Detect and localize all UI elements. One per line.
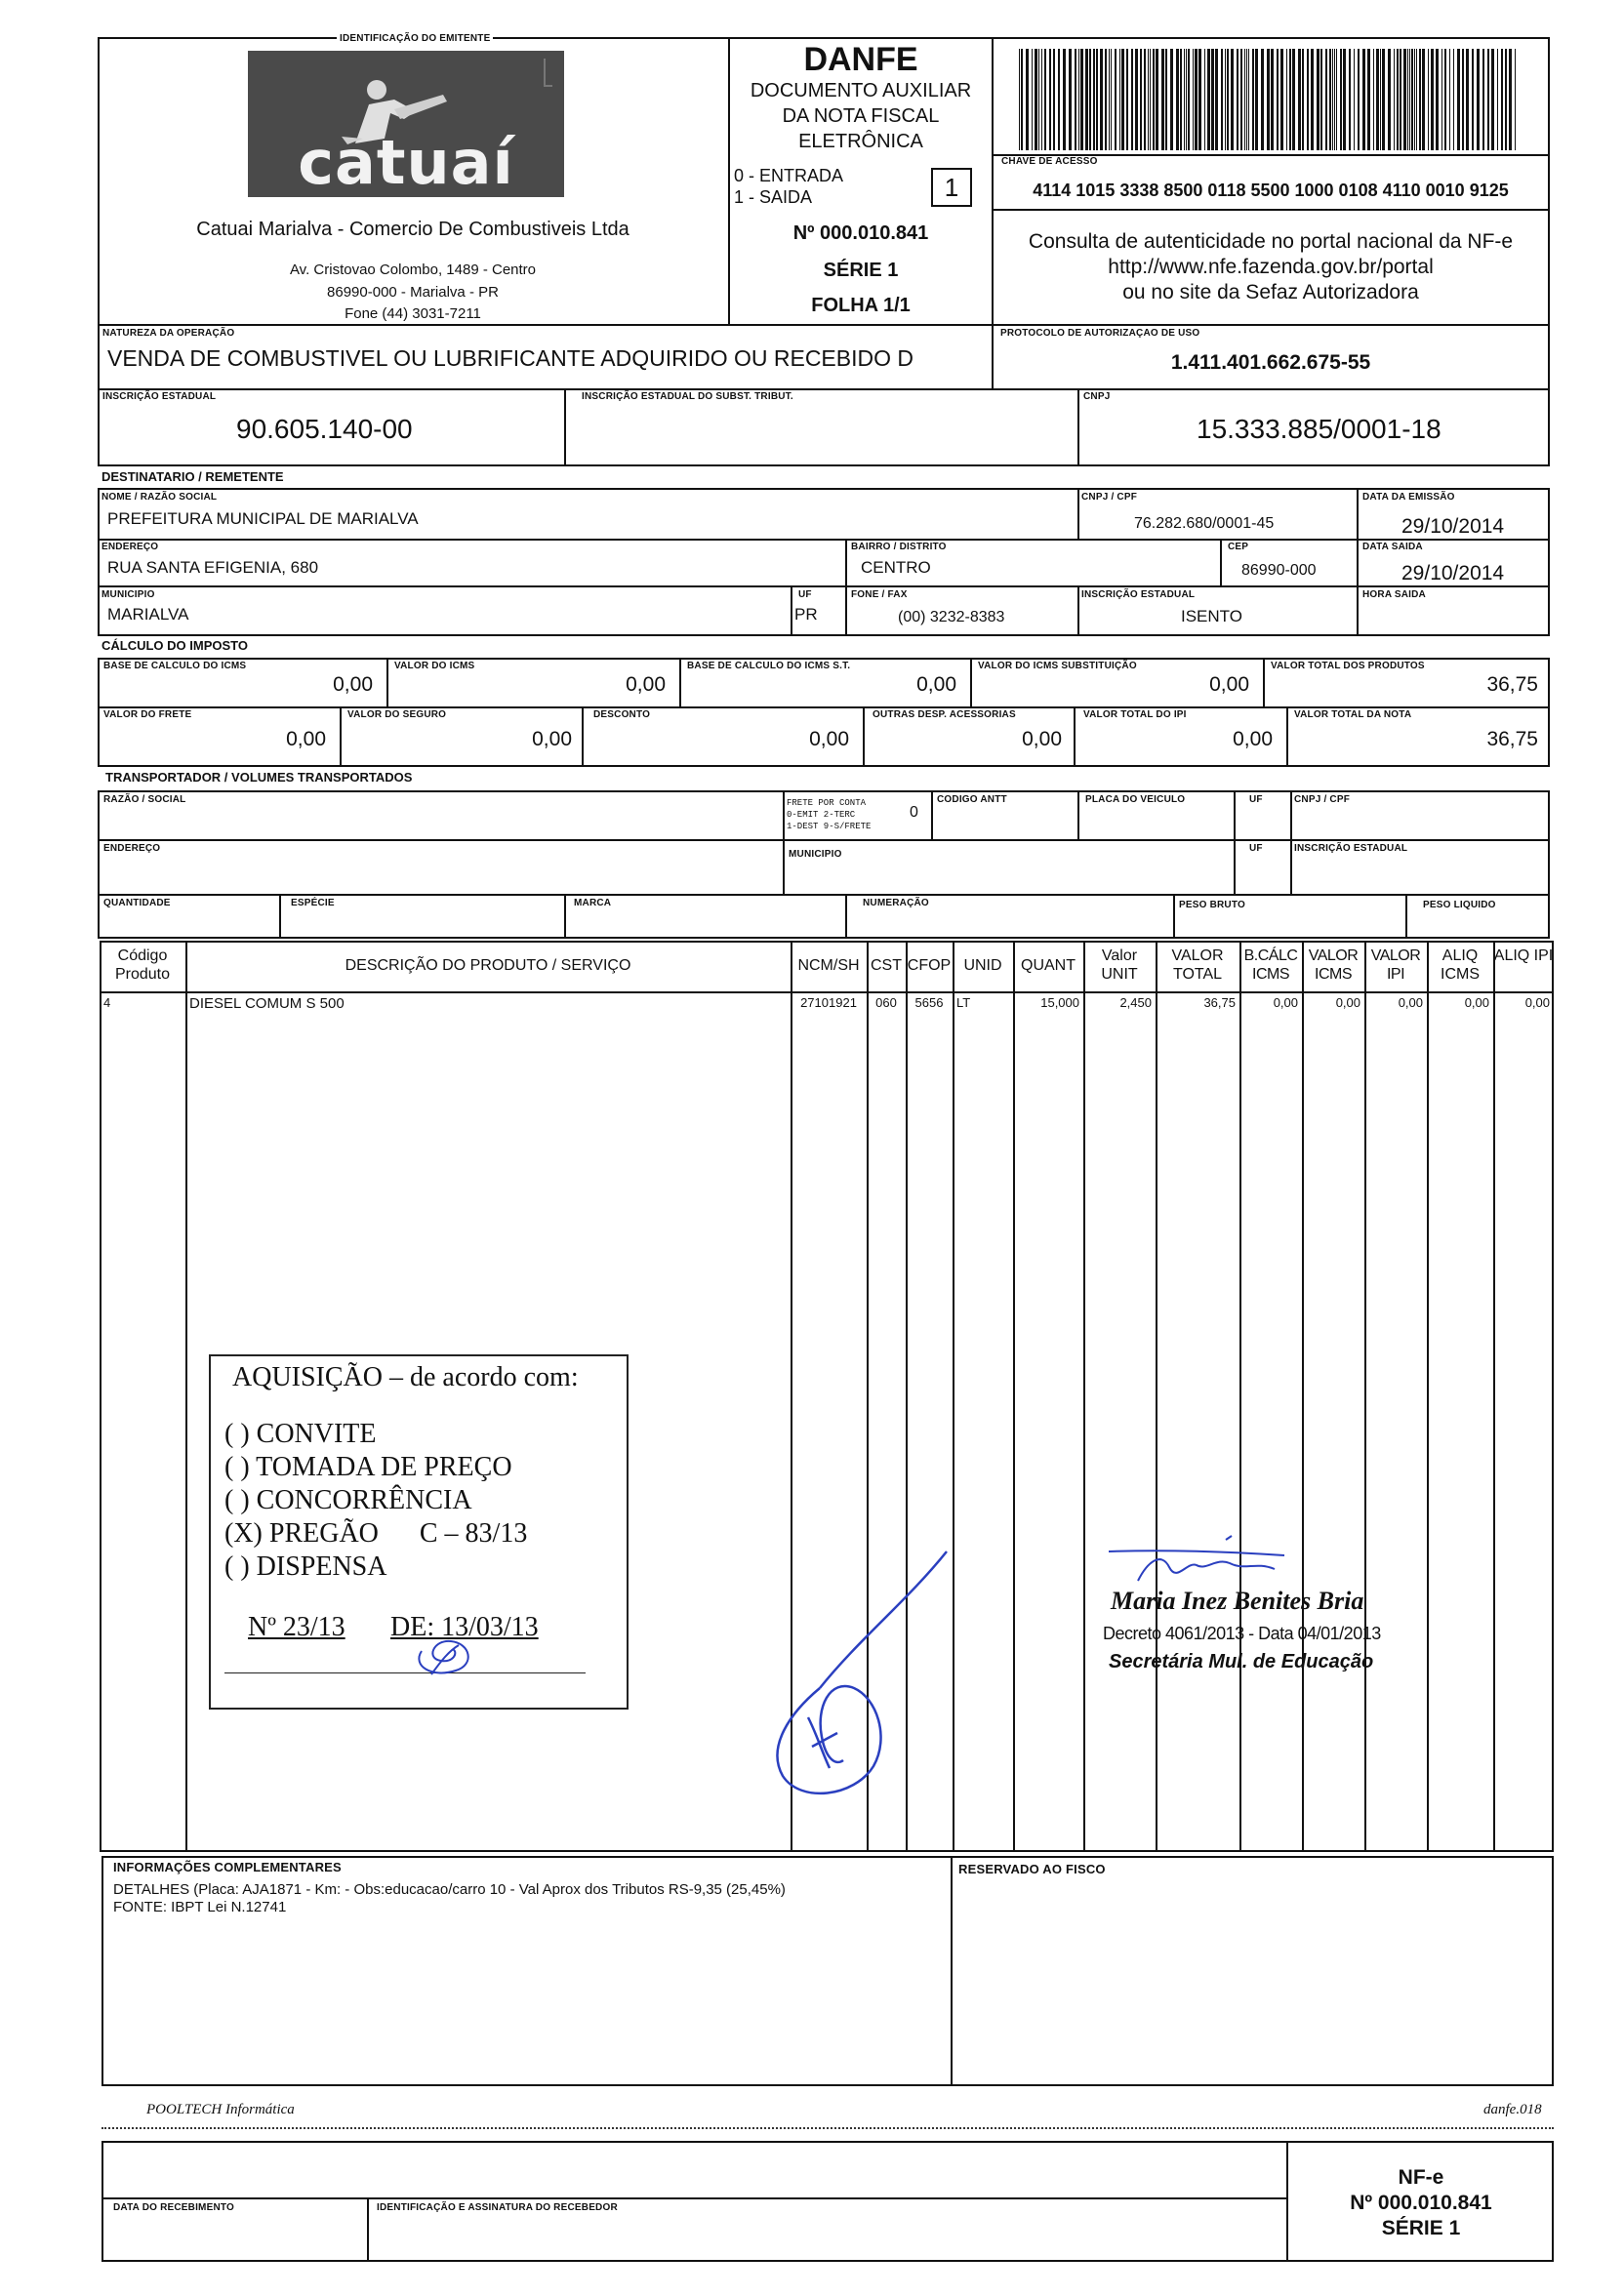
barcode-bar <box>1058 49 1060 150</box>
barcode-bar <box>1261 49 1264 150</box>
barcode-bar <box>1032 49 1033 150</box>
barcode-bar <box>1131 49 1133 150</box>
ipi-label: VALOR TOTAL DO IPI <box>1083 709 1187 720</box>
barcode-bar <box>1505 49 1507 150</box>
barcode-bar <box>1340 49 1342 150</box>
header-cfop: CFOP <box>907 957 952 974</box>
barcode-bar <box>1400 49 1401 150</box>
barcode-bar <box>1244 49 1245 150</box>
barcode-bar <box>1449 49 1450 150</box>
seguro-value: 0,00 <box>532 728 572 750</box>
barcode-bar <box>1332 49 1333 150</box>
barcode-bar <box>1358 49 1360 150</box>
transp-uf2-label: UF <box>1249 843 1263 854</box>
dest-hora-label: HORA SAIDA <box>1362 589 1426 600</box>
barcode-bar <box>1021 49 1023 150</box>
frete-value: 0,00 <box>286 728 326 750</box>
natureza-label: NATUREZA DA OPERAÇÃO <box>102 328 235 339</box>
transportador-section: TRANSPORTADOR / VOLUMES TRANSPORTADOS <box>105 770 413 785</box>
table-column-divider <box>1239 941 1241 1852</box>
barcode-bar <box>1038 49 1039 150</box>
imposto-section: CÁLCULO DO IMPOSTO <box>102 638 248 653</box>
barcode-bar <box>1320 49 1322 150</box>
barcode-bar <box>1215 49 1218 150</box>
emitente-label: IDENTIFICAÇÃO DO EMITENTE <box>337 33 493 44</box>
info-line1: DETALHES (Placa: AJA1871 - Km: - Obs:educacao/carro 10 - Val Aprox dos Tributos RS-9,35 (25,45%) <box>113 1881 786 1898</box>
ie-label: INSCRIÇÃO ESTADUAL <box>102 391 217 402</box>
outras-value: 0,00 <box>1022 728 1062 750</box>
consulta-line3: ou no site da Sefaz Autorizadora <box>1122 281 1419 303</box>
barcode-bar <box>1049 49 1051 150</box>
protocolo-label: PROTOCOLO DE AUTORIZAÇAO DE USO <box>1000 328 1200 339</box>
transp-endereco-label: ENDEREÇO <box>103 843 161 854</box>
dest-uf-label: UF <box>798 589 812 600</box>
barcode-bar <box>1453 49 1454 150</box>
cell-quant: 15,000 <box>1040 995 1079 1010</box>
info-line2: FONTE: IBPT Lei N.12741 <box>113 1899 287 1915</box>
cell-aliq-icms: 0,00 <box>1464 995 1489 1010</box>
header-descricao: DESCRIÇÃO DO PRODUTO / SERVIÇO <box>345 957 631 974</box>
table-column-divider <box>1083 941 1085 1852</box>
barcode-bar <box>1237 49 1238 150</box>
v-st-label: VALOR DO ICMS SUBSTITUIÇÃO <box>978 661 1137 671</box>
dest-municipio-label: MUNICIPIO <box>102 589 155 600</box>
header-unid: UNID <box>963 957 1002 974</box>
barcode-bar <box>1026 49 1029 150</box>
barcode-bar <box>1416 49 1417 150</box>
barcode-bar <box>1403 49 1406 150</box>
stamp-initials-signature <box>402 1631 490 1680</box>
v-prod-label: VALOR TOTAL DOS PRODUTOS <box>1271 661 1425 671</box>
dest-emissao-label: DATA DA EMISSÃO <box>1362 492 1455 503</box>
header-v-ipi: VALOR IPI <box>1370 947 1421 983</box>
canhoto-data-label: DATA DO RECEBIMENTO <box>113 2202 234 2213</box>
barcode-bar <box>1252 49 1254 150</box>
barcode-bar <box>1248 49 1249 150</box>
barcode-bar <box>1207 49 1210 150</box>
barcode-bar <box>1444 49 1446 150</box>
barcode-bar <box>1053 49 1055 150</box>
dest-cep: 86990-000 <box>1241 562 1317 579</box>
barcode-bar <box>1156 49 1158 150</box>
barcode-bar <box>1501 49 1503 150</box>
dest-emissao: 29/10/2014 <box>1401 515 1505 538</box>
cell-v-icms: 0,00 <box>1335 995 1360 1010</box>
header-aliq-icms: ALIQ ICMS <box>1441 947 1480 983</box>
barcode-bar <box>1292 49 1295 150</box>
emitente-name: Catuai Marialva - Comercio De Combustiveis Ltda <box>196 219 629 240</box>
barcode-bar <box>1487 49 1489 150</box>
barcode-bar <box>1441 49 1442 150</box>
barcode-bar <box>1019 49 1020 150</box>
barcode-bar <box>1362 49 1365 150</box>
dest-cep-label: CEP <box>1228 542 1249 552</box>
emitente-phone: Fone (44) 3031-7211 <box>345 305 481 322</box>
seguro-label: VALOR DO SEGURO <box>347 709 447 720</box>
bc-st-label: BASE DE CALCULO DO ICMS S.T. <box>687 661 851 671</box>
ie-st-label: INSCRIÇÃO ESTADUAL DO SUBST. TRIBUT. <box>582 391 793 402</box>
protocolo-value: 1.411.401.662.675-55 <box>1170 351 1371 374</box>
barcode-bar <box>1336 49 1337 150</box>
stamp-line2: ( ) TOMADA DE PREÇO <box>224 1452 512 1482</box>
barcode-bar <box>1186 49 1187 150</box>
canhoto-numero: Nº 000.010.841 <box>1350 2192 1492 2214</box>
company-logo <box>248 51 564 197</box>
barcode-bar <box>1119 49 1120 150</box>
barcode-bar <box>1419 49 1421 150</box>
canhoto-serie: SÉRIE 1 <box>1381 2217 1461 2239</box>
dest-endereco: RUA SANTA EFIGENIA, 680 <box>107 558 319 577</box>
official-signature-cargo: Secretária Mul. de Educação <box>1109 1651 1374 1672</box>
dest-nome-label: NOME / RAZÃO SOCIAL <box>102 492 218 503</box>
barcode-bar <box>1286 49 1287 150</box>
transp-frete-line3: 1-DEST 9-S/FRETE <box>787 822 872 831</box>
barcode-bar <box>1188 49 1190 150</box>
barcode-bar <box>1093 49 1095 150</box>
barcode-bar <box>1080 49 1083 150</box>
barcode-bar <box>1161 49 1164 150</box>
barcode-bar <box>1150 49 1151 150</box>
header-bc-icms: B.CÁLC ICMS <box>1243 947 1298 983</box>
barcode-bar <box>1075 49 1076 150</box>
cell-v-total: 36,75 <box>1203 995 1236 1010</box>
transp-frete-line2: 0-EMIT 2-TERC <box>787 810 856 820</box>
barcode-bar <box>1311 49 1314 150</box>
danfe-saida: 1 - SAIDA <box>734 187 813 207</box>
barcode-bar <box>1354 49 1355 150</box>
barcode-bar <box>1397 49 1399 150</box>
barcode-bar <box>1035 49 1037 150</box>
barcode-bar <box>1198 49 1201 150</box>
barcode-bar <box>1334 49 1335 150</box>
transp-razao-label: RAZÃO / SOCIAL <box>103 794 186 805</box>
transp-placa-label: PLACA DO VEICULO <box>1085 794 1186 805</box>
dest-cnpj: 76.282.680/0001-45 <box>1134 515 1275 532</box>
barcode-bar <box>1255 49 1258 150</box>
bc-icms-label: BASE DE CALCULO DO ICMS <box>103 661 247 671</box>
transp-municipio-label: MUNICIPIO <box>789 849 842 860</box>
desconto-value: 0,00 <box>809 728 849 750</box>
barcode-bar <box>1227 49 1229 150</box>
logo-text: catuaí <box>298 127 514 198</box>
table-column-divider <box>1013 941 1015 1852</box>
table-row <box>100 993 1554 1013</box>
stamp-title: AQUISIÇÃO – de acordo com: <box>232 1362 579 1392</box>
dest-nome: PREFEITURA MUNICIPAL DE MARIALVA <box>107 509 419 528</box>
barcode-bar <box>1044 49 1046 150</box>
dest-bairro-label: BAIRRO / DISTRITO <box>851 542 947 552</box>
cnpj-value: 15.333.885/0001-18 <box>1197 414 1441 444</box>
barcode-bar <box>1109 49 1110 150</box>
barcode-bar <box>1153 49 1155 150</box>
v-icms-label: VALOR DO ICMS <box>394 661 475 671</box>
barcode-icon <box>1017 49 1521 150</box>
software-credit: POOLTECH Informática <box>146 2102 295 2117</box>
barcode-bar <box>1148 49 1149 150</box>
barcode-bar <box>1407 49 1408 150</box>
barcode <box>1017 49 1521 150</box>
barcode-bar <box>1477 49 1480 150</box>
v-prod-value: 36,75 <box>1486 673 1538 696</box>
aquisicao-stamp <box>209 1354 629 1710</box>
barcode-bar <box>1135 49 1138 150</box>
header-quant: QUANT <box>1021 957 1076 974</box>
desconto-label: DESCONTO <box>593 709 651 720</box>
barcode-bar <box>1382 49 1385 150</box>
header-ncm: NCM/SH <box>797 957 860 974</box>
danfe-numero: Nº 000.010.841 <box>792 222 929 244</box>
barcode-bar <box>1307 49 1309 150</box>
ie-value: 90.605.140-00 <box>236 414 413 444</box>
stamp-line4: (X) PREGÃO C – 83/13 <box>224 1518 528 1549</box>
barcode-bar <box>1457 49 1460 150</box>
cell-bc-icms: 0,00 <box>1273 995 1298 1010</box>
barcode-bar <box>1078 49 1079 150</box>
danfe-subtitle2: DA NOTA FISCAL <box>782 105 940 127</box>
transp-cnpj-label: CNPJ / CPF <box>1294 794 1351 805</box>
header-cst: CST <box>871 957 902 974</box>
blue-signature <box>761 1542 956 1805</box>
dest-saida: 29/10/2014 <box>1401 562 1505 584</box>
barcode-bar <box>1100 49 1103 150</box>
barcode-bar <box>1089 49 1091 150</box>
table-column-divider <box>185 941 187 1852</box>
barcode-bar <box>1431 49 1434 150</box>
barcode-bar <box>1204 49 1205 150</box>
cell-cfop: 5656 <box>914 995 944 1010</box>
barcode-bar <box>1140 49 1142 150</box>
dest-fone: (00) 3232-8383 <box>898 609 1005 625</box>
transp-antt-label: CODIGO ANTT <box>937 794 1007 805</box>
barcode-bar <box>1246 49 1247 150</box>
consulta-line2: http://www.nfe.fazenda.gov.br/portal <box>1108 256 1434 278</box>
nota-value: 36,75 <box>1486 728 1538 750</box>
cell-unid: LT <box>956 995 971 1010</box>
barcode-bar <box>1409 49 1410 150</box>
barcode-bar <box>1497 49 1498 150</box>
barcode-bar <box>1482 49 1484 150</box>
emitente-city: 86990-000 - Marialva - PR <box>327 284 499 301</box>
barcode-bar <box>1515 49 1516 150</box>
barcode-bar <box>1376 49 1379 150</box>
barcode-bar <box>1231 49 1234 150</box>
official-signature-name: Maria Inez Benites Bria <box>1111 1587 1364 1615</box>
barcode-bar <box>1462 49 1464 150</box>
table-column-divider <box>1156 941 1157 1852</box>
barcode-bar <box>1176 49 1179 150</box>
canhoto-ident-label: IDENTIFICAÇÃO E ASSINATURA DO RECEBEDOR <box>377 2202 618 2213</box>
dest-municipio: MARIALVA <box>107 605 189 624</box>
barcode-bar <box>1211 49 1214 150</box>
table-column-divider <box>1427 941 1429 1852</box>
barcode-bar <box>1225 49 1226 150</box>
danfe-title: DANFE <box>803 41 918 78</box>
barcode-bar <box>1509 49 1512 150</box>
consulta-line1: Consulta de autenticidade no portal nacional da NF-e <box>1028 230 1514 253</box>
barcode-bar <box>1280 49 1283 150</box>
stamp-line5: ( ) DISPENSA <box>224 1551 387 1582</box>
cell-descricao: DIESEL COMUM S 500 <box>189 995 345 1012</box>
dest-ie: ISENTO <box>1181 607 1242 625</box>
transp-marca-label: MARCA <box>574 898 612 908</box>
transp-numeracao-label: NUMERAÇÃO <box>863 898 929 908</box>
ipi-value: 0,00 <box>1233 728 1273 750</box>
header-codigo: Código Produto <box>114 947 171 983</box>
transp-frete-value: 0 <box>910 804 918 821</box>
emitente-address: Av. Cristovao Colombo, 1489 - Centro <box>289 262 537 278</box>
barcode-bar <box>1240 49 1242 150</box>
bc-st-value: 0,00 <box>916 673 956 696</box>
cnpj-label: CNPJ <box>1083 391 1111 402</box>
danfe-serie: SÉRIE 1 <box>823 260 899 281</box>
transp-frete-line1: FRETE POR CONTA <box>787 798 867 808</box>
barcode-bar <box>1195 49 1198 150</box>
header-v-total: VALOR TOTAL <box>1171 947 1224 983</box>
barcode-bar <box>1302 49 1304 150</box>
transp-qtd-label: QUANTIDADE <box>103 898 171 908</box>
destinatario-section: DESTINATARIO / REMETENTE <box>102 469 284 484</box>
danfe-subtitle3: ELETRÔNICA <box>798 131 923 152</box>
dest-ie-label: INSCRIÇÃO ESTADUAL <box>1081 589 1196 600</box>
transp-ie-label: INSCRIÇÃO ESTADUAL <box>1294 843 1408 854</box>
barcode-bar <box>1388 49 1391 150</box>
barcode-bar <box>1466 49 1469 150</box>
header-v-unit: Valor UNIT <box>1101 947 1138 983</box>
fisco-label: RESERVADO AO FISCO <box>958 1862 1106 1876</box>
barcode-bar <box>1343 49 1346 150</box>
barcode-bar <box>1180 49 1182 150</box>
barcode-bar <box>1063 49 1066 150</box>
transp-bruto-label: PESO BRUTO <box>1179 900 1245 910</box>
dest-endereco-label: ENDEREÇO <box>102 542 159 552</box>
dest-bairro: CENTRO <box>861 558 931 577</box>
barcode-bar <box>1096 49 1098 150</box>
transp-uf-label: UF <box>1249 794 1263 805</box>
table-column-divider <box>1364 941 1366 1852</box>
cell-v-ipi: 0,00 <box>1398 995 1423 1010</box>
barcode-bar <box>1170 49 1173 150</box>
barcode-bar <box>1428 49 1429 150</box>
form-code: danfe.018 <box>1483 2102 1542 2117</box>
cell-cst: 060 <box>875 995 897 1010</box>
barcode-bar <box>1325 49 1327 150</box>
danfe-folha: FOLHA 1/1 <box>811 295 911 316</box>
header-v-icms: VALOR ICMS <box>1308 947 1359 983</box>
barcode-bar <box>1317 49 1320 150</box>
barcode-bar <box>1085 49 1088 150</box>
v-icms-value: 0,00 <box>626 673 666 696</box>
danfe-entrada: 0 - ENTRADA <box>734 166 844 185</box>
barcode-bar <box>1115 49 1116 150</box>
stamp-line3: ( ) CONCORRÊNCIA <box>224 1485 472 1515</box>
stamp-line1: ( ) CONVITE <box>224 1419 377 1449</box>
barcode-bar <box>1491 49 1494 150</box>
barcode-bar <box>1193 49 1194 150</box>
transp-liquido-label: PESO LIQUIDO <box>1423 900 1496 910</box>
dest-fone-label: FONE / FAX <box>851 589 908 600</box>
chave-label: CHAVE DE ACESSO <box>1001 156 1098 167</box>
table-column-divider <box>1302 941 1304 1852</box>
stamp-data: DE: 13/03/13 <box>390 1612 539 1642</box>
cut-line <box>102 2127 1554 2129</box>
cell-codigo: 4 <box>103 995 111 1010</box>
header-aliq-ipi: ALIQ IPI <box>1493 947 1554 964</box>
barcode-bar <box>1126 49 1128 150</box>
barcode-bar <box>1380 49 1381 150</box>
barcode-bar <box>1394 49 1395 150</box>
barcode-bar <box>1472 49 1474 150</box>
nota-label: VALOR TOTAL DA NOTA <box>1294 709 1412 720</box>
barcode-bar <box>1121 49 1124 150</box>
barcode-bar <box>1144 49 1146 150</box>
barcode-bar <box>1184 49 1185 150</box>
chave-value: 4114 1015 3338 8500 0118 5500 1000 0108 4110 0010 9125 <box>1033 181 1509 200</box>
barcode-bar <box>1105 49 1107 150</box>
table-column-divider <box>1493 941 1495 1852</box>
barcode-bar <box>1165 49 1167 150</box>
barcode-bar <box>1422 49 1425 150</box>
info-label: INFORMAÇÕES COMPLEMENTARES <box>113 1860 342 1874</box>
barcode-bar <box>1111 49 1112 150</box>
outras-label: OUTRAS DESP. ACESSORIAS <box>873 709 1016 720</box>
barcode-bar <box>1298 49 1301 150</box>
barcode-bar <box>1329 49 1331 150</box>
barcode-bar <box>1277 49 1279 150</box>
v-st-value: 0,00 <box>1209 673 1249 696</box>
bc-icms-value: 0,00 <box>333 673 373 696</box>
barcode-bar <box>1367 49 1370 150</box>
transp-especie-label: ESPÉCIE <box>291 898 335 908</box>
dest-cnpj-label: CNPJ / CPF <box>1081 492 1138 503</box>
barcode-bar <box>1069 49 1072 150</box>
natureza-value: VENDA DE COMBUSTIVEL OU LUBRIFICANTE ADQUIRIDO OU RECEBIDO D <box>107 345 914 371</box>
barcode-bar <box>1221 49 1223 150</box>
cell-aliq-ipi: 0,00 <box>1524 995 1550 1010</box>
canhoto-nfe: NF-e <box>1398 2166 1444 2189</box>
danfe-tipo-box: 1 <box>931 168 972 207</box>
danfe-subtitle1: DOCUMENTO AUXILIAR <box>750 80 972 101</box>
barcode-bar <box>1289 49 1291 150</box>
barcode-bar <box>1436 49 1439 150</box>
barcode-bar <box>1411 49 1413 150</box>
dest-saida-label: DATA SAIDA <box>1362 542 1423 552</box>
official-signature-decreto: Decreto 4061/2013 - Data 04/01/2013 <box>1103 1624 1381 1643</box>
cell-v-unit: 2,450 <box>1119 995 1152 1010</box>
stamp-numero: Nº 23/13 <box>248 1612 345 1642</box>
barcode-bar <box>1414 49 1415 150</box>
barcode-bar <box>1373 49 1374 150</box>
barcode-bar <box>1041 49 1042 150</box>
cell-ncm: 27101921 <box>800 995 857 1010</box>
barcode-bar <box>1267 49 1270 150</box>
barcode-bar <box>1349 49 1351 150</box>
frete-label: VALOR DO FRETE <box>103 709 192 720</box>
barcode-bar <box>1271 49 1274 150</box>
dest-uf: PR <box>794 605 818 624</box>
